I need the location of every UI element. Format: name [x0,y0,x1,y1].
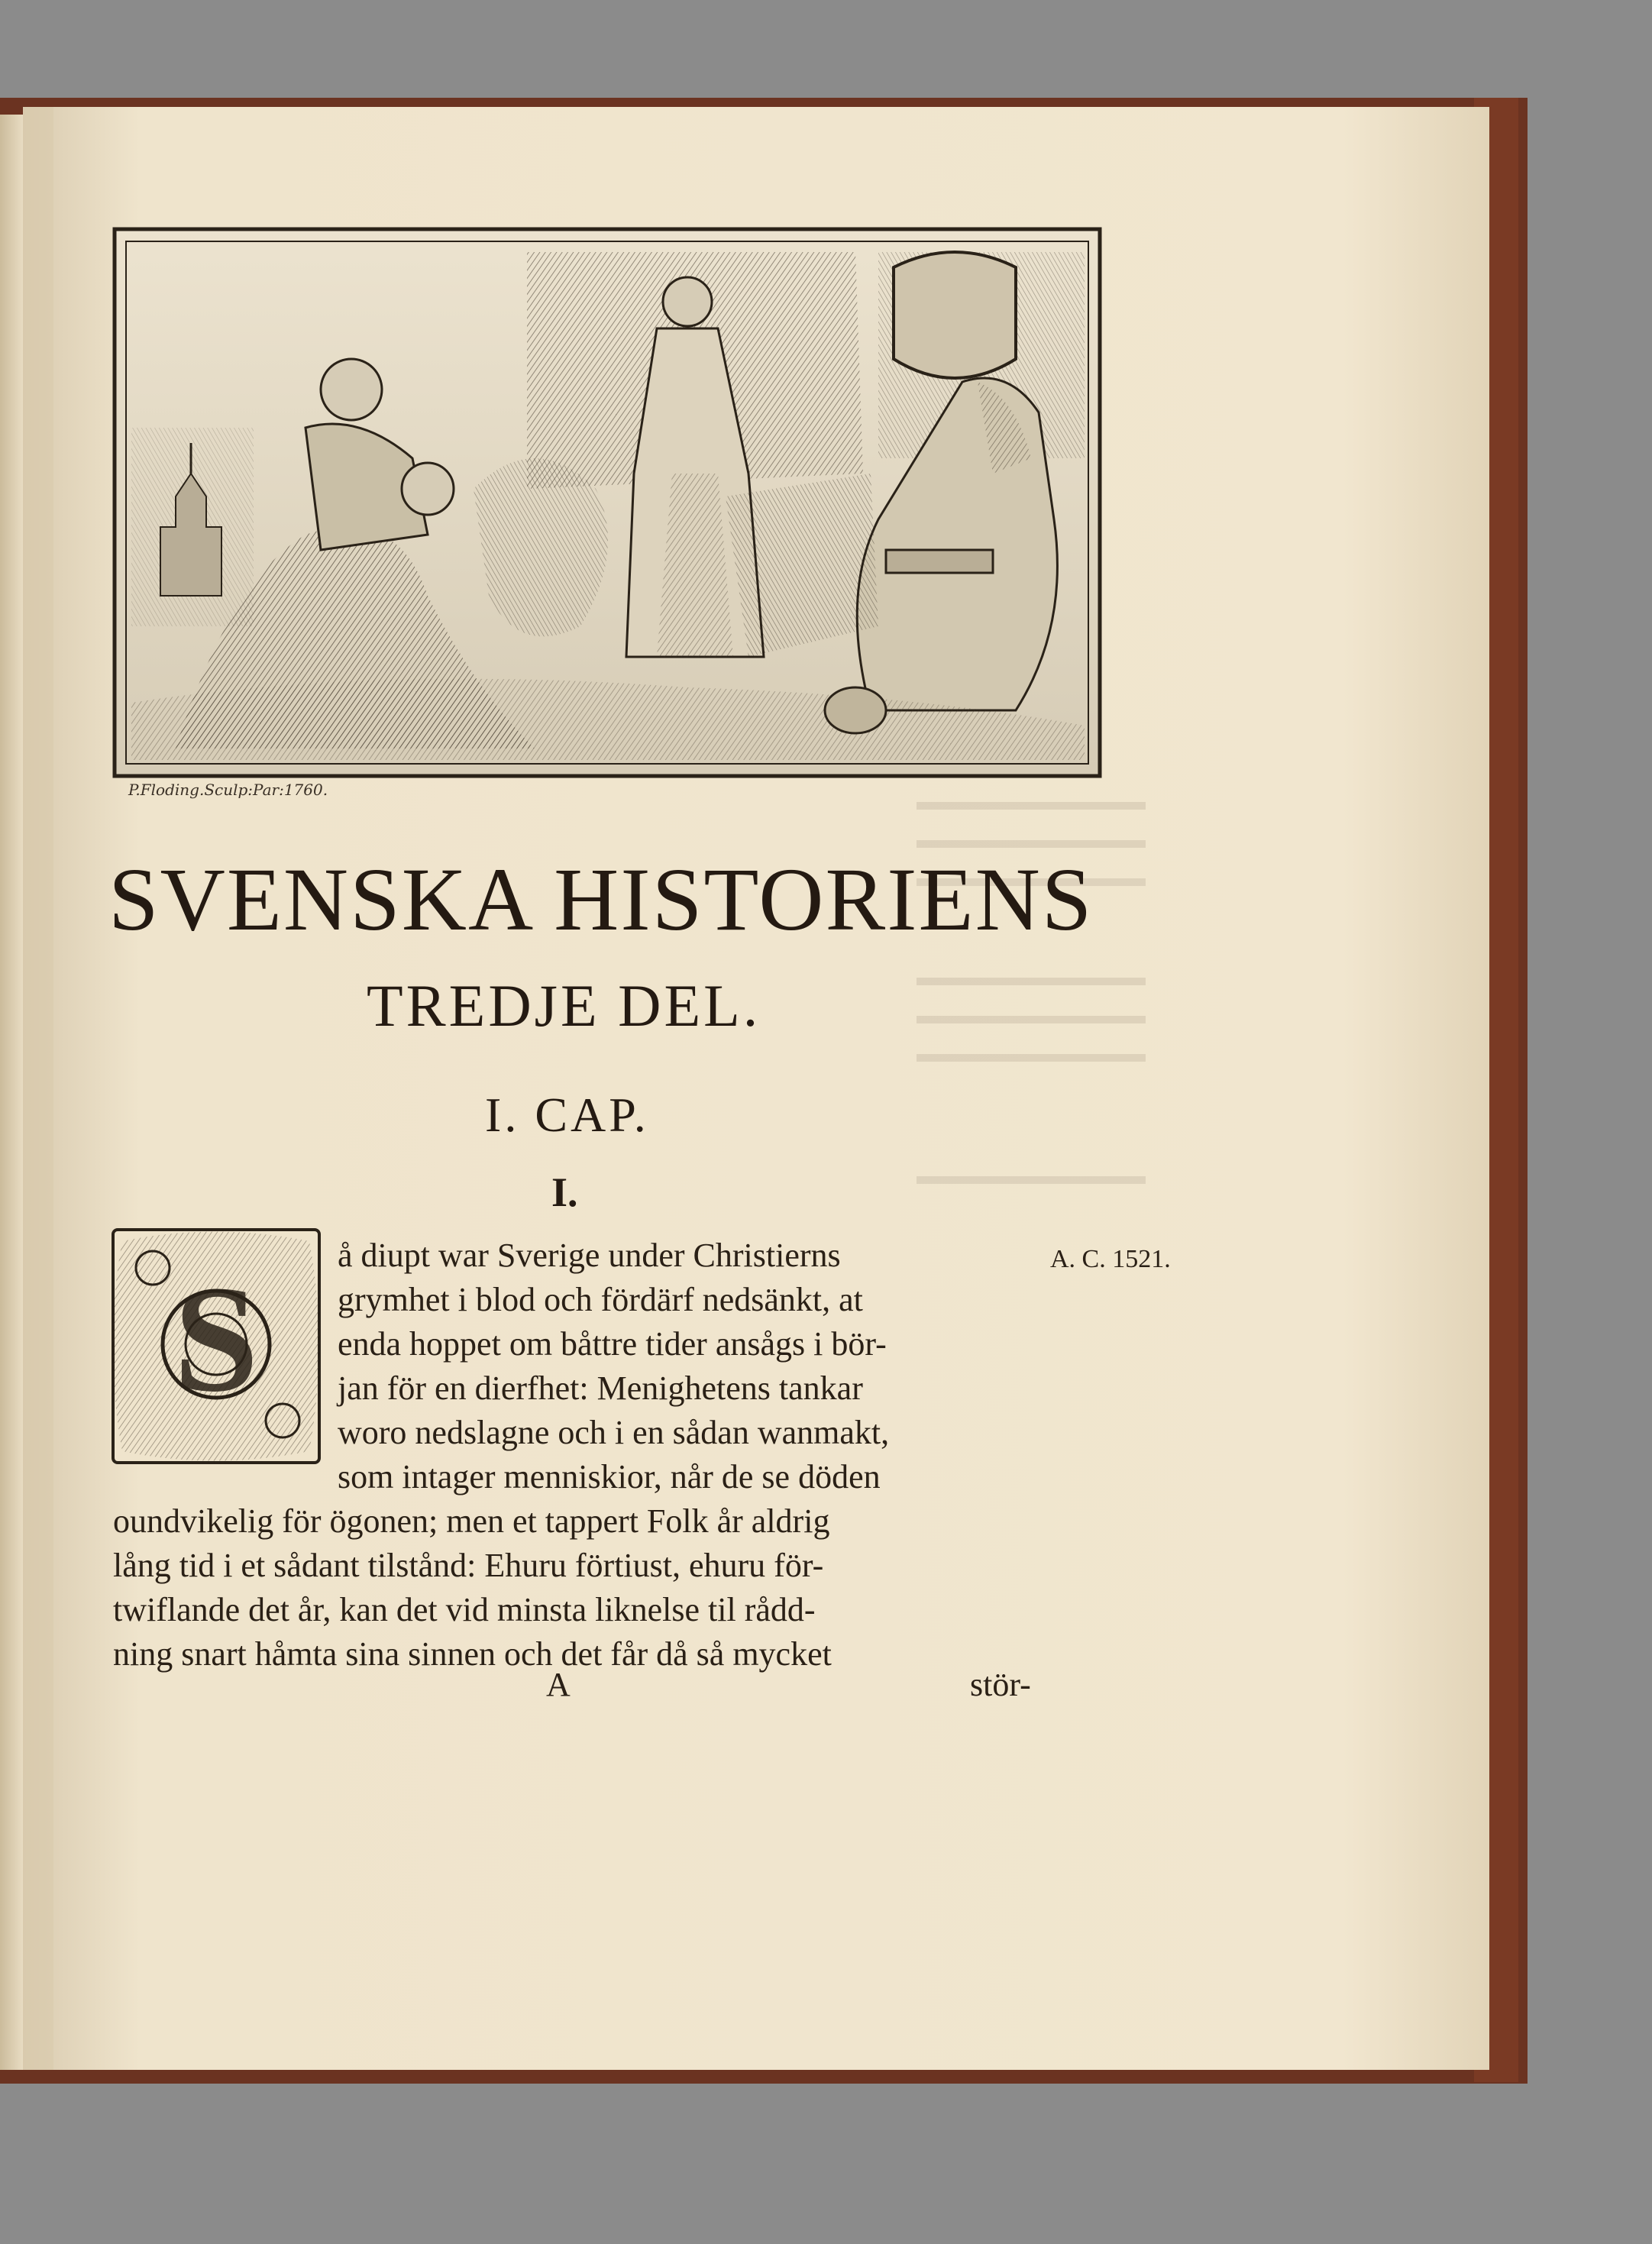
page-subtitle: TREDJE DEL. [367,972,761,1039]
body-line: enda hoppet om båttre tider ansågs i bör- [338,1325,887,1363]
drop-cap-letter: S [173,1255,259,1424]
chapter-heading: I. CAP. [485,1088,649,1142]
body-line: grymhet i blod och fördärf nedsänkt, at [338,1281,863,1318]
body-line: jan för en dierfhet: Menighetens tankar [338,1369,863,1407]
page-title: SVENSKA HISTORIENS [108,849,1094,949]
margin-date-note: A. C. 1521. [1050,1245,1171,1273]
section-number: I. [551,1169,578,1215]
catchword: stör- [970,1666,1031,1703]
body-line: ning snart håmta sina sinnen och det får då så mycket [113,1635,832,1673]
body-line: lång tid i et sådant tilstånd: Ehuru förtiust, ehuru för- [113,1547,824,1584]
signature-mark: A [546,1666,571,1703]
body-line: som intager menniskior, når de se döden [338,1458,881,1495]
body-line: å diupt war Sverige under Christierns [338,1237,841,1274]
engraving-caption: P.Floding.Sculp:Par:1760. [128,781,328,799]
body-line: woro nedslagne och i en sådan wanmakt, [338,1414,890,1451]
body-line: oundvikelig för ögonen; men et tappert Folk år aldrig [113,1502,830,1540]
body-line: twiflande det år, kan det vid minsta liknelse til rådd- [113,1591,816,1628]
